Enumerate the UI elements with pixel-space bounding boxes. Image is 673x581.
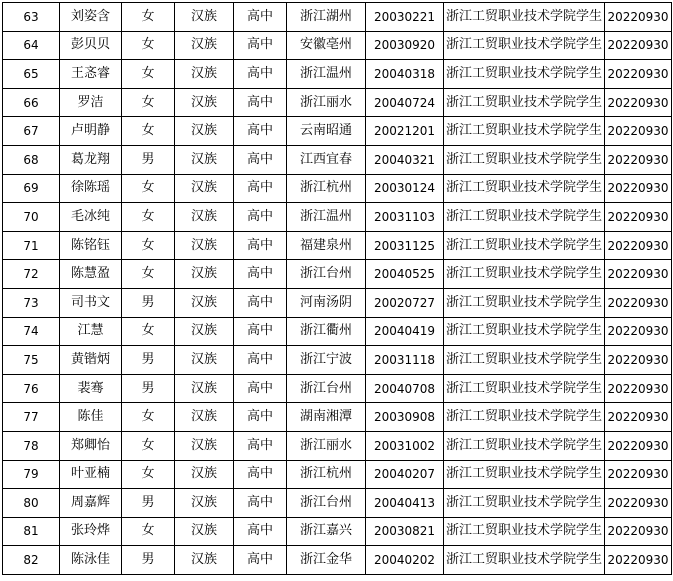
education-cell: 高中 <box>234 346 287 375</box>
native-place-cell: 浙江嘉兴 <box>287 517 366 546</box>
education-cell: 高中 <box>234 3 287 32</box>
table-row <box>3 374 672 403</box>
native-place-cell: 安徽亳州 <box>287 31 366 60</box>
birth-date-cell: 20030920 <box>366 31 444 60</box>
birth-date-cell: 20040525 <box>366 260 444 289</box>
gender-cell: 女 <box>122 60 175 89</box>
native-place-cell: 浙江台州 <box>287 374 366 403</box>
ethnicity-cell: 汉族 <box>175 260 234 289</box>
table-row <box>3 546 672 575</box>
affiliation-cell: 浙江工贸职业技术学院学生 <box>444 288 605 317</box>
seq-number-cell: 74 <box>3 317 60 346</box>
gender-cell: 女 <box>122 203 175 232</box>
birth-date-cell: 20030124 <box>366 174 444 203</box>
record-date-cell: 20220930 <box>605 517 672 546</box>
affiliation-cell: 浙江工贸职业技术学院学生 <box>444 374 605 403</box>
birth-date-cell: 20031125 <box>366 231 444 260</box>
education-cell: 高中 <box>234 145 287 174</box>
seq-number-cell: 69 <box>3 174 60 203</box>
affiliation-cell: 浙江工贸职业技术学院学生 <box>444 231 605 260</box>
ethnicity-cell: 汉族 <box>175 517 234 546</box>
education-cell: 高中 <box>234 117 287 146</box>
native-place-cell: 浙江衢州 <box>287 317 366 346</box>
table-row <box>3 517 672 546</box>
native-place-cell: 浙江丽水 <box>287 431 366 460</box>
student-name-cell: 徐陈瑶 <box>60 174 122 203</box>
education-cell: 高中 <box>234 231 287 260</box>
table-row <box>3 346 672 375</box>
birth-date-cell: 20021201 <box>366 117 444 146</box>
affiliation-cell: 浙江工贸职业技术学院学生 <box>444 3 605 32</box>
student-name-cell: 陈佳 <box>60 403 122 432</box>
native-place-cell: 浙江金华 <box>287 546 366 575</box>
affiliation-cell: 浙江工贸职业技术学院学生 <box>444 317 605 346</box>
record-date-cell: 20220930 <box>605 489 672 518</box>
table-row <box>3 231 672 260</box>
gender-cell: 男 <box>122 346 175 375</box>
seq-number-cell: 66 <box>3 88 60 117</box>
native-place-cell: 河南汤阴 <box>287 288 366 317</box>
affiliation-cell: 浙江工贸职业技术学院学生 <box>444 489 605 518</box>
seq-number-cell: 77 <box>3 403 60 432</box>
education-cell: 高中 <box>234 374 287 403</box>
gender-cell: 男 <box>122 374 175 403</box>
record-date-cell: 20220930 <box>605 403 672 432</box>
birth-date-cell: 20040207 <box>366 460 444 489</box>
student-name-cell: 裴骞 <box>60 374 122 403</box>
roster-sheet <box>2 2 672 575</box>
table-row <box>3 117 672 146</box>
record-date-cell: 20220930 <box>605 546 672 575</box>
record-date-cell: 20220930 <box>605 117 672 146</box>
native-place-cell: 江西宜春 <box>287 145 366 174</box>
seq-number-cell: 78 <box>3 431 60 460</box>
record-date-cell: 20220930 <box>605 174 672 203</box>
ethnicity-cell: 汉族 <box>175 31 234 60</box>
affiliation-cell: 浙江工贸职业技术学院学生 <box>444 174 605 203</box>
seq-number-cell: 67 <box>3 117 60 146</box>
gender-cell: 女 <box>122 260 175 289</box>
affiliation-cell: 浙江工贸职业技术学院学生 <box>444 88 605 117</box>
birth-date-cell: 20020727 <box>366 288 444 317</box>
birth-date-cell: 20030821 <box>366 517 444 546</box>
gender-cell: 女 <box>122 403 175 432</box>
education-cell: 高中 <box>234 203 287 232</box>
student-name-cell: 葛龙翔 <box>60 145 122 174</box>
gender-cell: 男 <box>122 546 175 575</box>
student-name-cell: 王忞睿 <box>60 60 122 89</box>
native-place-cell: 浙江杭州 <box>287 174 366 203</box>
education-cell: 高中 <box>234 260 287 289</box>
record-date-cell: 20220930 <box>605 288 672 317</box>
affiliation-cell: 浙江工贸职业技术学院学生 <box>444 145 605 174</box>
record-date-cell: 20220930 <box>605 374 672 403</box>
table-row <box>3 431 672 460</box>
student-name-cell: 叶亚楠 <box>60 460 122 489</box>
education-cell: 高中 <box>234 60 287 89</box>
record-date-cell: 20220930 <box>605 203 672 232</box>
birth-date-cell: 20031118 <box>366 346 444 375</box>
ethnicity-cell: 汉族 <box>175 460 234 489</box>
gender-cell: 女 <box>122 517 175 546</box>
table-row <box>3 31 672 60</box>
ethnicity-cell: 汉族 <box>175 317 234 346</box>
seq-number-cell: 65 <box>3 60 60 89</box>
student-name-cell: 司书文 <box>60 288 122 317</box>
native-place-cell: 浙江杭州 <box>287 460 366 489</box>
affiliation-cell: 浙江工贸职业技术学院学生 <box>444 260 605 289</box>
ethnicity-cell: 汉族 <box>175 117 234 146</box>
birth-date-cell: 20040724 <box>366 88 444 117</box>
birth-date-cell: 20031103 <box>366 203 444 232</box>
gender-cell: 女 <box>122 460 175 489</box>
gender-cell: 女 <box>122 431 175 460</box>
student-name-cell: 周嘉辉 <box>60 489 122 518</box>
seq-number-cell: 72 <box>3 260 60 289</box>
gender-cell: 男 <box>122 489 175 518</box>
table-row <box>3 489 672 518</box>
affiliation-cell: 浙江工贸职业技术学院学生 <box>444 31 605 60</box>
gender-cell: 女 <box>122 174 175 203</box>
birth-date-cell: 20031002 <box>366 431 444 460</box>
record-date-cell: 20220930 <box>605 88 672 117</box>
ethnicity-cell: 汉族 <box>175 174 234 203</box>
affiliation-cell: 浙江工贸职业技术学院学生 <box>444 346 605 375</box>
ethnicity-cell: 汉族 <box>175 431 234 460</box>
ethnicity-cell: 汉族 <box>175 374 234 403</box>
birth-date-cell: 20030221 <box>366 3 444 32</box>
table-row <box>3 288 672 317</box>
record-date-cell: 20220930 <box>605 317 672 346</box>
affiliation-cell: 浙江工贸职业技术学院学生 <box>444 431 605 460</box>
seq-number-cell: 63 <box>3 3 60 32</box>
birth-date-cell: 20040321 <box>366 145 444 174</box>
table-row <box>3 317 672 346</box>
native-place-cell: 浙江台州 <box>287 260 366 289</box>
ethnicity-cell: 汉族 <box>175 288 234 317</box>
native-place-cell: 浙江温州 <box>287 203 366 232</box>
table-row <box>3 145 672 174</box>
education-cell: 高中 <box>234 546 287 575</box>
seq-number-cell: 73 <box>3 288 60 317</box>
gender-cell: 女 <box>122 231 175 260</box>
record-date-cell: 20220930 <box>605 260 672 289</box>
ethnicity-cell: 汉族 <box>175 403 234 432</box>
education-cell: 高中 <box>234 460 287 489</box>
native-place-cell: 浙江宁波 <box>287 346 366 375</box>
seq-number-cell: 82 <box>3 546 60 575</box>
gender-cell: 女 <box>122 3 175 32</box>
record-date-cell: 20220930 <box>605 3 672 32</box>
seq-number-cell: 76 <box>3 374 60 403</box>
affiliation-cell: 浙江工贸职业技术学院学生 <box>444 546 605 575</box>
affiliation-cell: 浙江工贸职业技术学院学生 <box>444 60 605 89</box>
education-cell: 高中 <box>234 31 287 60</box>
ethnicity-cell: 汉族 <box>175 546 234 575</box>
education-cell: 高中 <box>234 517 287 546</box>
ethnicity-cell: 汉族 <box>175 489 234 518</box>
birth-date-cell: 20040413 <box>366 489 444 518</box>
native-place-cell: 浙江温州 <box>287 60 366 89</box>
record-date-cell: 20220930 <box>605 60 672 89</box>
seq-number-cell: 70 <box>3 203 60 232</box>
education-cell: 高中 <box>234 174 287 203</box>
student-name-cell: 陈铭钰 <box>60 231 122 260</box>
table-row <box>3 88 672 117</box>
roster-body <box>3 3 672 575</box>
student-name-cell: 彭贝贝 <box>60 31 122 60</box>
table-row <box>3 60 672 89</box>
education-cell: 高中 <box>234 489 287 518</box>
native-place-cell: 浙江丽水 <box>287 88 366 117</box>
birth-date-cell: 20040708 <box>366 374 444 403</box>
student-name-cell: 毛冰纯 <box>60 203 122 232</box>
gender-cell: 男 <box>122 288 175 317</box>
education-cell: 高中 <box>234 288 287 317</box>
education-cell: 高中 <box>234 431 287 460</box>
record-date-cell: 20220930 <box>605 231 672 260</box>
birth-date-cell: 20040419 <box>366 317 444 346</box>
student-name-cell: 江慧 <box>60 317 122 346</box>
seq-number-cell: 81 <box>3 517 60 546</box>
seq-number-cell: 71 <box>3 231 60 260</box>
native-place-cell: 云南昭通 <box>287 117 366 146</box>
table-row <box>3 460 672 489</box>
birth-date-cell: 20040318 <box>366 60 444 89</box>
native-place-cell: 湖南湘潭 <box>287 403 366 432</box>
record-date-cell: 20220930 <box>605 460 672 489</box>
gender-cell: 女 <box>122 117 175 146</box>
seq-number-cell: 64 <box>3 31 60 60</box>
student-name-cell: 黄锴炳 <box>60 346 122 375</box>
table-row <box>3 174 672 203</box>
seq-number-cell: 79 <box>3 460 60 489</box>
ethnicity-cell: 汉族 <box>175 145 234 174</box>
table-row <box>3 403 672 432</box>
gender-cell: 女 <box>122 31 175 60</box>
student-name-cell: 张玲烨 <box>60 517 122 546</box>
gender-cell: 女 <box>122 88 175 117</box>
student-name-cell: 陈慧盈 <box>60 260 122 289</box>
gender-cell: 女 <box>122 317 175 346</box>
record-date-cell: 20220930 <box>605 145 672 174</box>
student-name-cell: 陈泳佳 <box>60 546 122 575</box>
affiliation-cell: 浙江工贸职业技术学院学生 <box>444 403 605 432</box>
affiliation-cell: 浙江工贸职业技术学院学生 <box>444 517 605 546</box>
gender-cell: 男 <box>122 145 175 174</box>
native-place-cell: 浙江台州 <box>287 489 366 518</box>
roster-table <box>2 2 672 575</box>
seq-number-cell: 68 <box>3 145 60 174</box>
affiliation-cell: 浙江工贸职业技术学院学生 <box>444 203 605 232</box>
affiliation-cell: 浙江工贸职业技术学院学生 <box>444 117 605 146</box>
record-date-cell: 20220930 <box>605 346 672 375</box>
ethnicity-cell: 汉族 <box>175 203 234 232</box>
ethnicity-cell: 汉族 <box>175 88 234 117</box>
education-cell: 高中 <box>234 403 287 432</box>
birth-date-cell: 20040202 <box>366 546 444 575</box>
birth-date-cell: 20030908 <box>366 403 444 432</box>
ethnicity-cell: 汉族 <box>175 231 234 260</box>
education-cell: 高中 <box>234 88 287 117</box>
native-place-cell: 浙江湖州 <box>287 3 366 32</box>
table-row <box>3 260 672 289</box>
student-name-cell: 郑卿怡 <box>60 431 122 460</box>
student-name-cell: 卢明静 <box>60 117 122 146</box>
native-place-cell: 福建泉州 <box>287 231 366 260</box>
affiliation-cell: 浙江工贸职业技术学院学生 <box>444 460 605 489</box>
seq-number-cell: 80 <box>3 489 60 518</box>
education-cell: 高中 <box>234 317 287 346</box>
record-date-cell: 20220930 <box>605 31 672 60</box>
seq-number-cell: 75 <box>3 346 60 375</box>
student-name-cell: 罗洁 <box>60 88 122 117</box>
student-name-cell: 刘姿含 <box>60 3 122 32</box>
ethnicity-cell: 汉族 <box>175 3 234 32</box>
ethnicity-cell: 汉族 <box>175 60 234 89</box>
table-row <box>3 3 672 32</box>
ethnicity-cell: 汉族 <box>175 346 234 375</box>
table-row <box>3 203 672 232</box>
record-date-cell: 20220930 <box>605 431 672 460</box>
